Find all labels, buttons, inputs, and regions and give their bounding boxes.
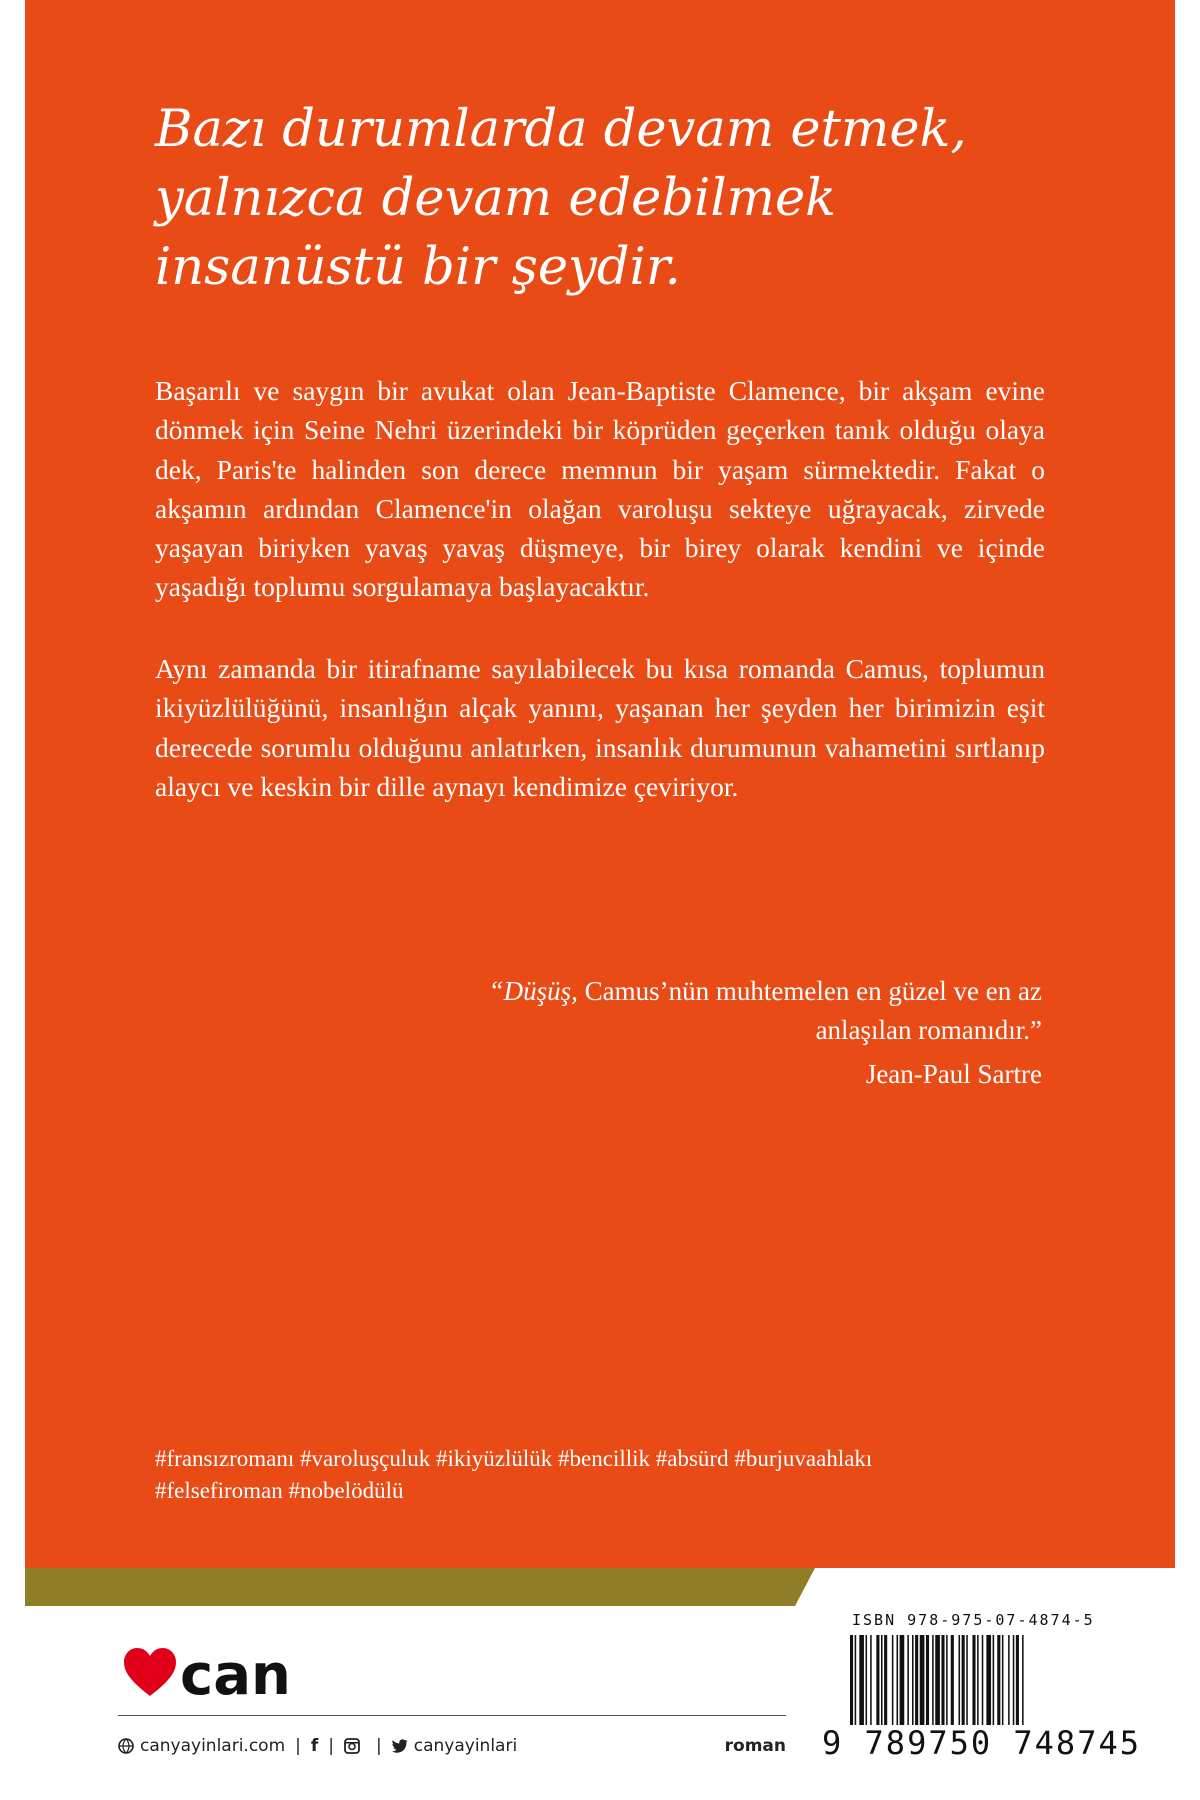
publisher-logo [122, 1646, 302, 1706]
barcode-bar [966, 1635, 968, 1725]
twitter-icon[interactable] [392, 1739, 408, 1753]
barcode-bar [946, 1635, 948, 1725]
instagram-icon[interactable] [344, 1738, 360, 1754]
review-quote [342, 972, 1042, 1094]
website-link[interactable]: canyayinlari.com [140, 1736, 286, 1756]
facebook-icon[interactable]: f [310, 1736, 319, 1756]
separator: | [376, 1736, 382, 1756]
cover-quote [155, 95, 1055, 302]
review-line-1 [342, 972, 1042, 1011]
quote-line: Bazı durumlarda devam etmek, [155, 100, 967, 159]
barcode-bar [951, 1635, 954, 1725]
genre-label: roman [724, 1736, 786, 1756]
barcode-bar [915, 1635, 918, 1725]
isbn-barcode [822, 1611, 1082, 1729]
olive-band [25, 1568, 1175, 1606]
twitter-handle[interactable]: canyayinlari [413, 1736, 518, 1756]
barcode-bar [866, 1635, 868, 1725]
barcode-bar [1016, 1635, 1019, 1725]
barcode-bar [972, 1635, 975, 1725]
barcode-bar [850, 1635, 853, 1725]
barcode-bar [907, 1635, 909, 1725]
separator: | [328, 1736, 335, 1756]
barcode-bar [1002, 1635, 1004, 1725]
blurb-paragraph-1: Başarılı ve saygın bir avukat olan Jean-Baptiste Clamence, bir akşam evine dönmek için Seine Nehri üzerindeki bir köprüden geçerken tanık olduğu olaya dek, Paris'te halinden son derece memnun bir yaşam sürmektedir. Fakat o akşamın ardından Clamence'in olağan varoluşu sekteye uğrayacak, zirvede yaşayan biriyken yavaş yavaş düşmeye, bir birey olarak kendini ve içinde yaşadığı toplumu sorgulamaya başlayacaktır. [155, 375, 1045, 603]
barcode-bar [993, 1635, 995, 1725]
barcode-bar [876, 1635, 879, 1725]
review-book-title: “Düşüş, [488, 976, 578, 1006]
barcode-bar [977, 1635, 979, 1725]
barcode-bar [897, 1635, 899, 1725]
barcode-bar [912, 1635, 914, 1725]
barcode-bar [920, 1635, 925, 1725]
barcode-bar [982, 1635, 984, 1725]
isbn-label: ISBN 978-975-07-4874-5 [852, 1611, 1095, 1629]
barcode-bar [926, 1635, 929, 1725]
barcode-bar [884, 1635, 887, 1725]
barcode-bar [1013, 1635, 1015, 1725]
barcode-bar [932, 1635, 934, 1725]
quote-line: insanüstü bir şeydir. [155, 238, 681, 297]
barcode-bar [997, 1635, 1000, 1725]
barcode-bar [935, 1635, 940, 1725]
review-line-2: anlaşılan romanıdır.” [815, 1015, 1042, 1045]
logo-wordmark: can [180, 1646, 291, 1702]
footer-divider [118, 1715, 786, 1716]
review-author: Jean-Paul Sartre [865, 1059, 1042, 1089]
hashtags [155, 1443, 1055, 1507]
barcode-bar [941, 1635, 944, 1725]
isbn-number: 9 789750 748745 [822, 1724, 1141, 1762]
barcode-bar [959, 1635, 961, 1725]
hashtags-line-2: #felsefiroman #nobelödülü [155, 1478, 404, 1503]
barcode-bar [900, 1635, 905, 1725]
separator: | [295, 1736, 301, 1756]
review-line-1-text: Camus’nün muhtemelen en güzel ve en az [577, 976, 1042, 1006]
barcode-bar [855, 1635, 857, 1725]
barcode-bar [881, 1635, 883, 1725]
heart-icon [122, 1646, 302, 1702]
blurb-paragraph-2: Aynı zamanda bir itirafname sayılabilecek bu kısa romanda Camus, toplumun ikiyüzlülüğünü, insanlığın alçak yanını, yaşanan her şeyden her birimizin eşit derecede sorumlu olduğunu anlatırken, insanlık durumunun vahametini sırtlanıp alaycı ve keskin bir dille aynayı kendimize çeviriyor. [155, 653, 1045, 802]
barcode-bar [892, 1635, 894, 1725]
footer-bar [118, 1733, 786, 1759]
barcode-bar [870, 1635, 872, 1725]
barcode-bar [859, 1635, 864, 1725]
quote-line: yalnızca devam edebilmek [155, 169, 837, 228]
globe-icon [118, 1738, 134, 1754]
barcode-bar [986, 1635, 991, 1725]
barcode-bar [962, 1635, 965, 1725]
barcode-bar [1022, 1635, 1024, 1725]
hashtags-line-1: #fransızromanı #varoluşçuluk #ikiyüzlülük #bencillik #absürd #burjuvaahlakı [155, 1446, 873, 1471]
barcode-bar [1008, 1635, 1010, 1725]
